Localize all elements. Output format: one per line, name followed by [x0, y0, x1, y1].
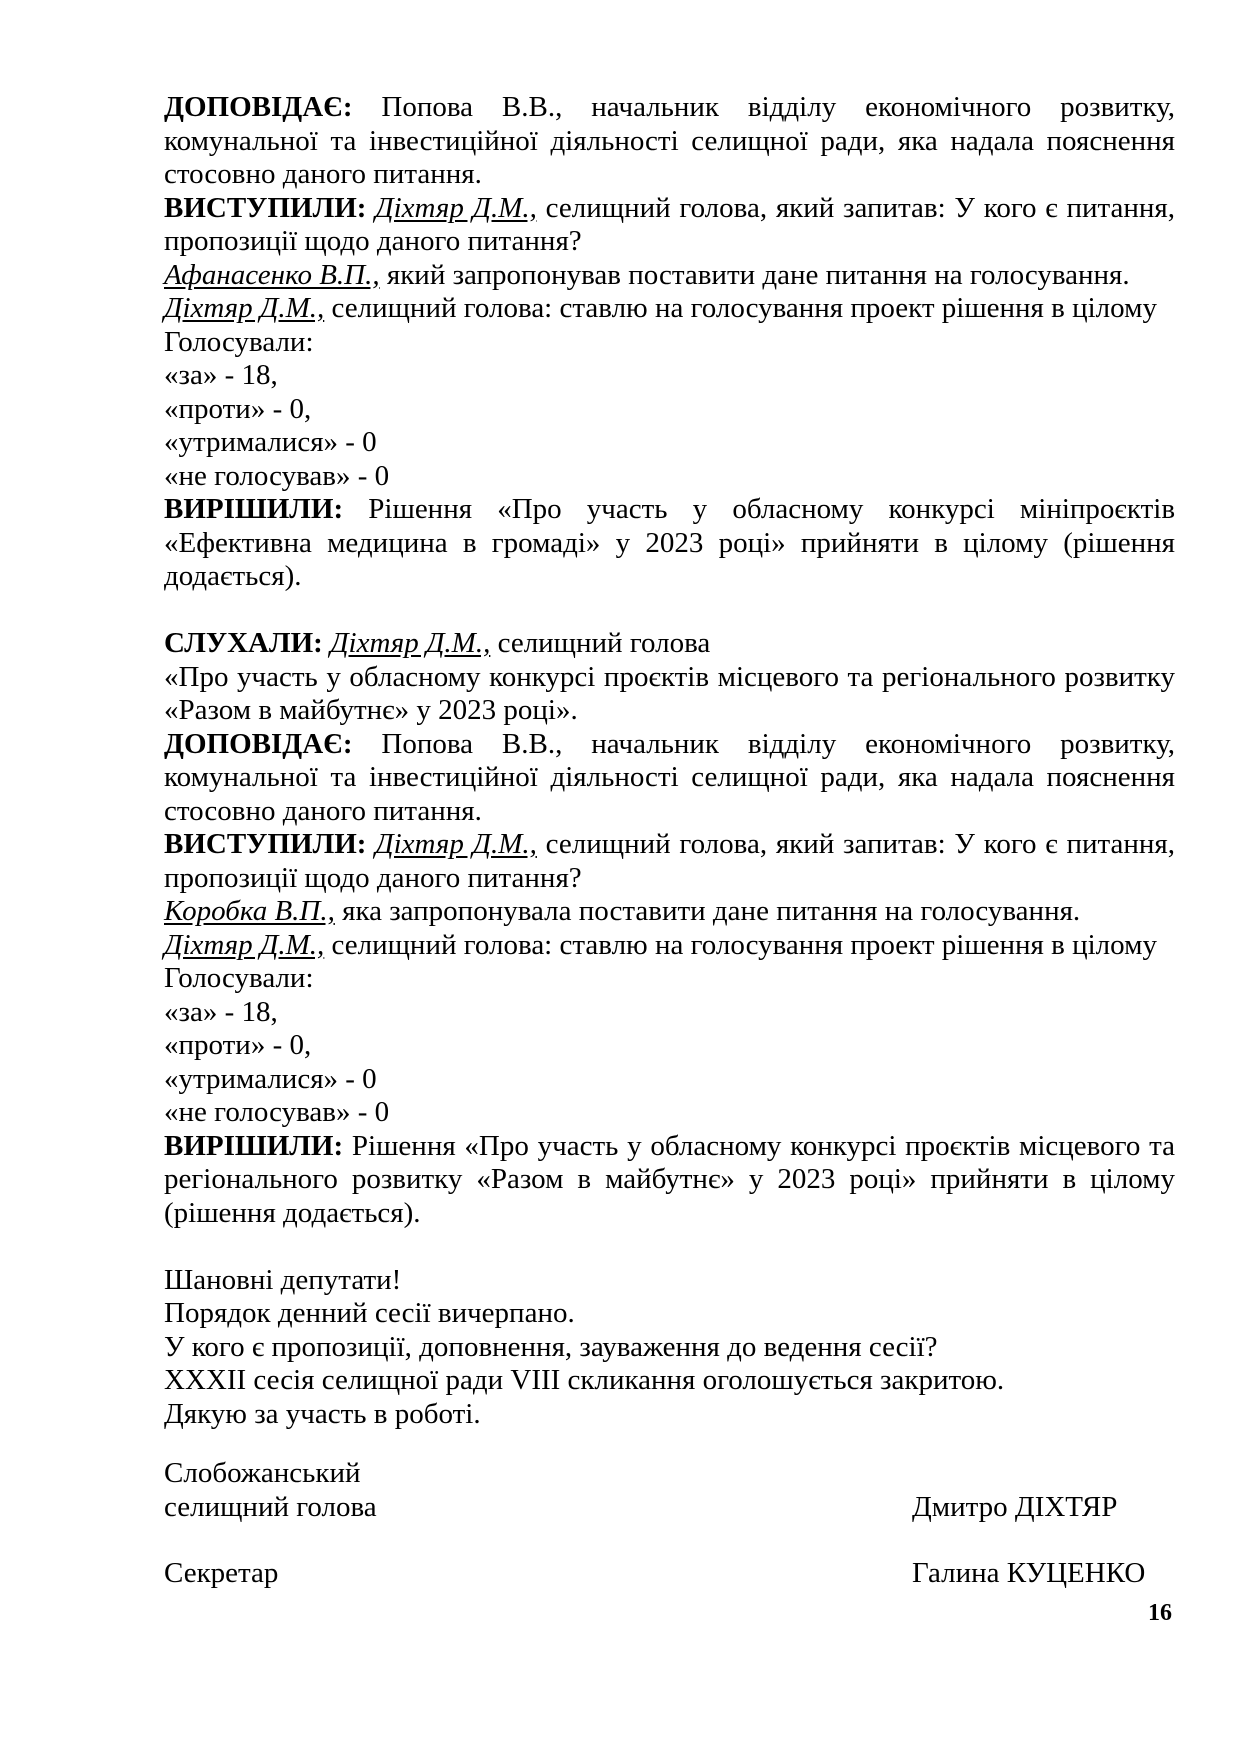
- spoke-paragraph: [164, 828, 1175, 895]
- vote-for: «за» - 18,: [164, 995, 278, 1028]
- reports-label: ДОПОВІДАЄ:: [164, 91, 353, 123]
- spacer: [164, 594, 1175, 628]
- closing-line: XXXII сесія селищної ради VIII скликання оголошується закритою.: [164, 1364, 1005, 1396]
- proposer-text: яка запропонувала поставити дане питання на голосування.: [342, 895, 1081, 927]
- spacer: [164, 1230, 1175, 1264]
- decided-paragraph: [164, 493, 1175, 594]
- vote-heading: Голосували:: [164, 962, 314, 994]
- chair-name: Діхтяр Д.М.,: [164, 928, 325, 961]
- vote-against: «проти» - 0,: [164, 392, 312, 425]
- heard-name: Діхтяр Д.М.,: [330, 627, 491, 659]
- decided-paragraph: [164, 1130, 1175, 1231]
- chair-paragraph: [164, 292, 1175, 326]
- vote-not-voted: «не голосував» - 0: [164, 1096, 390, 1128]
- vote-not-voted: «не голосував» - 0: [164, 459, 390, 492]
- head-title-line1: Слобожанський: [164, 1457, 361, 1489]
- reports-text: Попова В.В., начальник відділу економічного розвитку, комунальної та інвестиційної діяльності селищної ради, яка надала пояснення стосовно даного питання.: [164, 727, 1176, 827]
- decided-text: Рішення «Про участь у обласному конкурсі мініпроєктів «Ефективна медицина в громаді» у 2023 році» прийняти в цілому (рішення додається).: [164, 493, 1176, 592]
- spoke-text: селищний голова, який запитав: У кого є питання, пропозиції щодо даного питання?: [164, 828, 1176, 894]
- proposer-paragraph: [164, 259, 1175, 293]
- closing-line: Дякую за участь в роботі.: [164, 1397, 481, 1430]
- chair-name: Діхтяр Д.М.,: [164, 292, 325, 324]
- head-signature-name: Дмитро ДІХТЯР: [912, 1491, 1118, 1523]
- closing-line: Порядок денний сесії вичерпано.: [164, 1297, 575, 1329]
- spoke-label: ВИСТУПИЛИ:: [164, 828, 367, 860]
- vote-abstained: «утрималися» - 0: [164, 1062, 377, 1095]
- decided-label: ВИРІШИЛИ:: [164, 1129, 344, 1162]
- chair-paragraph: [164, 929, 1175, 963]
- vote-abstained: «утрималися» - 0: [164, 426, 377, 458]
- decided-text: Рішення «Про участь у обласному конкурсі проєктів місцевого та регіонального розвитку «Разом в майбутнє» у 2023 році» прийняти в цілому (рішення додається).: [164, 1129, 1175, 1229]
- secretary-signature-name: Галина КУЦЕНКО: [912, 1557, 1146, 1589]
- spoke-paragraph: [164, 192, 1175, 259]
- vote-against: «проти» - 0,: [164, 1029, 312, 1061]
- heard-paragraph: [164, 627, 1175, 661]
- spoke-label: ВИСТУПИЛИ:: [164, 191, 367, 224]
- vote-heading: Голосували:: [164, 325, 314, 358]
- heard-text: селищний голова: [497, 627, 711, 659]
- reports-text: Попова В.В., начальник відділу економічного розвитку, комунальної та інвестиційної діяльності селищної ради, яка надала пояснення стосовно даного питання.: [164, 91, 1176, 190]
- vote-for: «за» - 18,: [164, 359, 278, 391]
- reports-paragraph: [164, 91, 1175, 192]
- chair-text: селищний голова: ставлю на голосування проект рішення в цілому: [331, 928, 1157, 961]
- agenda-topic: «Про участь у обласному конкурсі проєктів місцевого та регіонального розвитку «Разом в майбутнє» у 2023 році».: [164, 660, 1175, 726]
- chair-text: селищний голова: ставлю на голосування проект рішення в цілому: [331, 292, 1157, 324]
- heard-label: СЛУХАЛИ:: [164, 627, 323, 659]
- speaker-name: Діхтяр Д.М.,: [375, 191, 537, 224]
- secretary-title: Секретар: [164, 1557, 279, 1589]
- spoke-text: селищний голова, який запитав: У кого є питання, пропозиції щодо даного питання?: [164, 191, 1176, 257]
- proposer-text: який запропонував поставити дане питання на голосування.: [386, 258, 1130, 291]
- proposer-name: Коробка В.П.,: [164, 895, 335, 927]
- decided-label: ВИРІШИЛИ:: [164, 493, 344, 525]
- reports-label: ДОПОВІДАЄ:: [164, 727, 353, 760]
- proposer-name: Афанасенко В.П.,: [164, 258, 380, 291]
- page-number: 16: [1148, 1600, 1172, 1626]
- minutes-body: [164, 91, 1175, 1431]
- head-title-line2: селищний голова: [164, 1491, 377, 1523]
- closing-line: Шановні депутати!: [164, 1263, 402, 1296]
- reports-paragraph: [164, 728, 1175, 829]
- proposer-paragraph: [164, 895, 1175, 929]
- speaker-name: Діхтяр Д.М.,: [375, 828, 537, 860]
- closing-line: У кого є пропозиції, доповнення, зауваження до ведення сесії?: [164, 1330, 938, 1363]
